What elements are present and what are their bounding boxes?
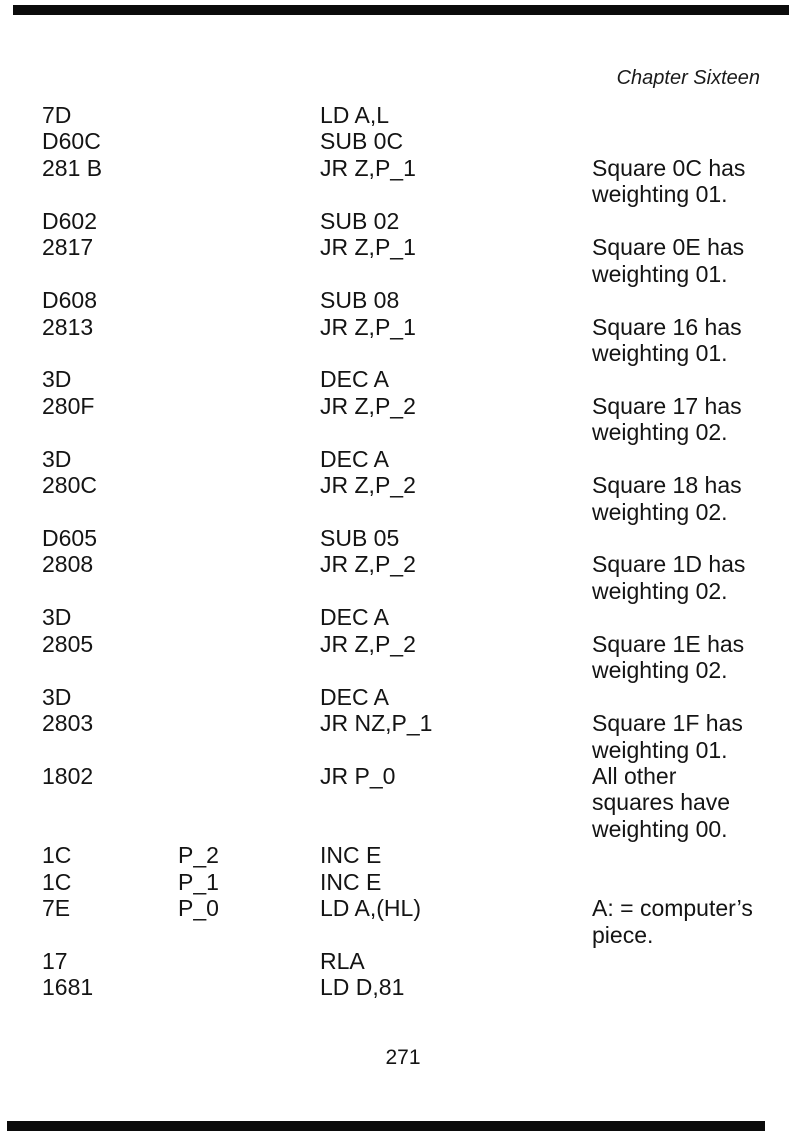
- listing-line: [0, 841, 800, 867]
- opcode-cell: 2813: [42, 313, 94, 340]
- listing-line: [0, 630, 800, 656]
- opcode-cell: 280F: [42, 392, 95, 419]
- listing-line: [0, 207, 800, 233]
- listing-line: [0, 762, 800, 788]
- listing-line: [0, 418, 800, 444]
- comment-cell: weighting 02.: [592, 498, 728, 525]
- opcode-cell: 2817: [42, 234, 94, 261]
- listing-line: [0, 498, 800, 524]
- mnemonic-cell: JR NZ,P_1: [320, 710, 433, 737]
- mnemonic-cell: DEC A: [320, 445, 390, 472]
- listing-line: [0, 656, 800, 682]
- mnemonic-cell: LD A,(HL): [320, 895, 421, 922]
- opcode-cell: 2808: [42, 551, 94, 578]
- opcode-cell: D602: [42, 207, 97, 234]
- mnemonic-cell: DEC A: [320, 683, 390, 710]
- opcode-cell: 1C: [42, 842, 72, 869]
- opcode-cell: 3D: [42, 683, 72, 710]
- listing-line: [0, 550, 800, 576]
- listing-line: [0, 101, 800, 127]
- opcode-cell: D60C: [42, 128, 101, 155]
- listing-line: [0, 154, 800, 180]
- label-cell: P_2: [178, 842, 219, 869]
- mnemonic-cell: JR P_0: [320, 762, 396, 789]
- listing-line: [0, 260, 800, 286]
- opcode-cell: 281 B: [42, 154, 103, 181]
- mnemonic-cell: JR Z,P_2: [320, 472, 416, 499]
- listing-line: [0, 286, 800, 312]
- listing-line: [0, 313, 800, 339]
- mnemonic-cell: JR Z,P_2: [320, 392, 416, 419]
- opcode-cell: 280C: [42, 472, 97, 499]
- listing-line: [0, 973, 800, 999]
- listing-line: [0, 683, 800, 709]
- opcode-cell: 2805: [42, 630, 94, 657]
- comment-cell: Square 0E has: [592, 234, 745, 261]
- opcode-cell: 7D: [42, 102, 72, 128]
- opcode-cell: D605: [42, 525, 97, 551]
- listing-line: [0, 127, 800, 153]
- comment-cell: Square 1D has: [592, 551, 746, 578]
- label-cell: P_0: [178, 895, 219, 922]
- comment-cell: Square 0C has: [592, 154, 746, 181]
- opcode-cell: 1802: [42, 762, 94, 789]
- listing-line: [0, 709, 800, 735]
- page-number: 271: [385, 1046, 421, 1069]
- scan-artifact-bottom-bar: [7, 1121, 765, 1131]
- comment-cell: weighting 01.: [592, 736, 728, 763]
- mnemonic-cell: INC E: [320, 868, 382, 895]
- comment-cell: Square 1F has: [592, 710, 743, 737]
- listing-line: [0, 921, 800, 947]
- listing-line: [0, 577, 800, 603]
- opcode-cell: 2803: [42, 710, 94, 737]
- listing-line: [0, 471, 800, 497]
- listing-line: [0, 339, 800, 365]
- listing-line: [0, 603, 800, 629]
- opcode-cell: D608: [42, 287, 97, 314]
- opcode-cell: 3D: [42, 366, 72, 393]
- mnemonic-cell: DEC A: [320, 604, 390, 631]
- listing-line: [0, 392, 800, 418]
- mnemonic-cell: INC E: [320, 842, 382, 869]
- listing-line: [0, 788, 800, 814]
- mnemonic-cell: JR Z,P_1: [320, 313, 416, 340]
- listing-line: [0, 180, 800, 206]
- listing-line: [0, 233, 800, 259]
- mnemonic-cell: JR Z,P_2: [320, 630, 416, 657]
- listing-line: [0, 815, 800, 841]
- opcode-cell: 3D: [42, 445, 72, 472]
- comment-cell: weighting 02.: [592, 657, 728, 684]
- opcode-cell: 3D: [42, 604, 72, 631]
- opcode-cell: 1C: [42, 868, 72, 895]
- listing-line: [0, 868, 800, 894]
- comment-cell: weighting 02.: [592, 419, 728, 446]
- assembly-listing: [0, 101, 800, 1000]
- comment-cell: Square 16 has: [592, 313, 742, 340]
- listing-line: [0, 894, 800, 920]
- comment-cell: weighting 01.: [592, 260, 728, 287]
- listing-line: [0, 445, 800, 471]
- comment-cell: piece.: [592, 921, 654, 948]
- mnemonic-cell: JR Z,P_1: [320, 234, 416, 261]
- comment-cell: weighting 00.: [592, 815, 728, 842]
- mnemonic-cell: SUB 05: [320, 525, 400, 551]
- listing-line: [0, 524, 800, 550]
- opcode-cell: 1681: [42, 974, 94, 1001]
- mnemonic-cell: SUB 0C: [320, 128, 404, 155]
- listing-line: [0, 736, 800, 762]
- comment-cell: Square 17 has: [592, 392, 742, 419]
- mnemonic-cell: RLA: [320, 948, 365, 974]
- comment-cell: squares have: [592, 789, 731, 816]
- listing-line: [0, 365, 800, 391]
- comment-cell: Square 1E has: [592, 630, 745, 657]
- mnemonic-cell: LD D,81: [320, 974, 405, 1001]
- listing-line: [0, 947, 800, 973]
- scan-artifact-top-bar: [13, 5, 789, 15]
- comment-cell: All other: [592, 762, 677, 789]
- mnemonic-cell: JR Z,P_1: [320, 154, 416, 181]
- mnemonic-cell: SUB 02: [320, 207, 400, 234]
- comment-cell: weighting 01.: [592, 181, 728, 208]
- mnemonic-cell: LD A,L: [320, 102, 390, 128]
- comment-cell: weighting 01.: [592, 339, 728, 366]
- comment-cell: Square 18 has: [592, 472, 742, 499]
- mnemonic-cell: SUB 08: [320, 287, 400, 314]
- label-cell: P_1: [178, 868, 219, 895]
- opcode-cell: 7E: [42, 895, 71, 922]
- chapter-header: Chapter Sixteen: [616, 67, 760, 89]
- opcode-cell: 17: [42, 948, 68, 974]
- comment-cell: A: = computer’s: [592, 895, 753, 922]
- mnemonic-cell: DEC A: [320, 366, 390, 393]
- comment-cell: weighting 02.: [592, 577, 728, 604]
- mnemonic-cell: JR Z,P_2: [320, 551, 416, 578]
